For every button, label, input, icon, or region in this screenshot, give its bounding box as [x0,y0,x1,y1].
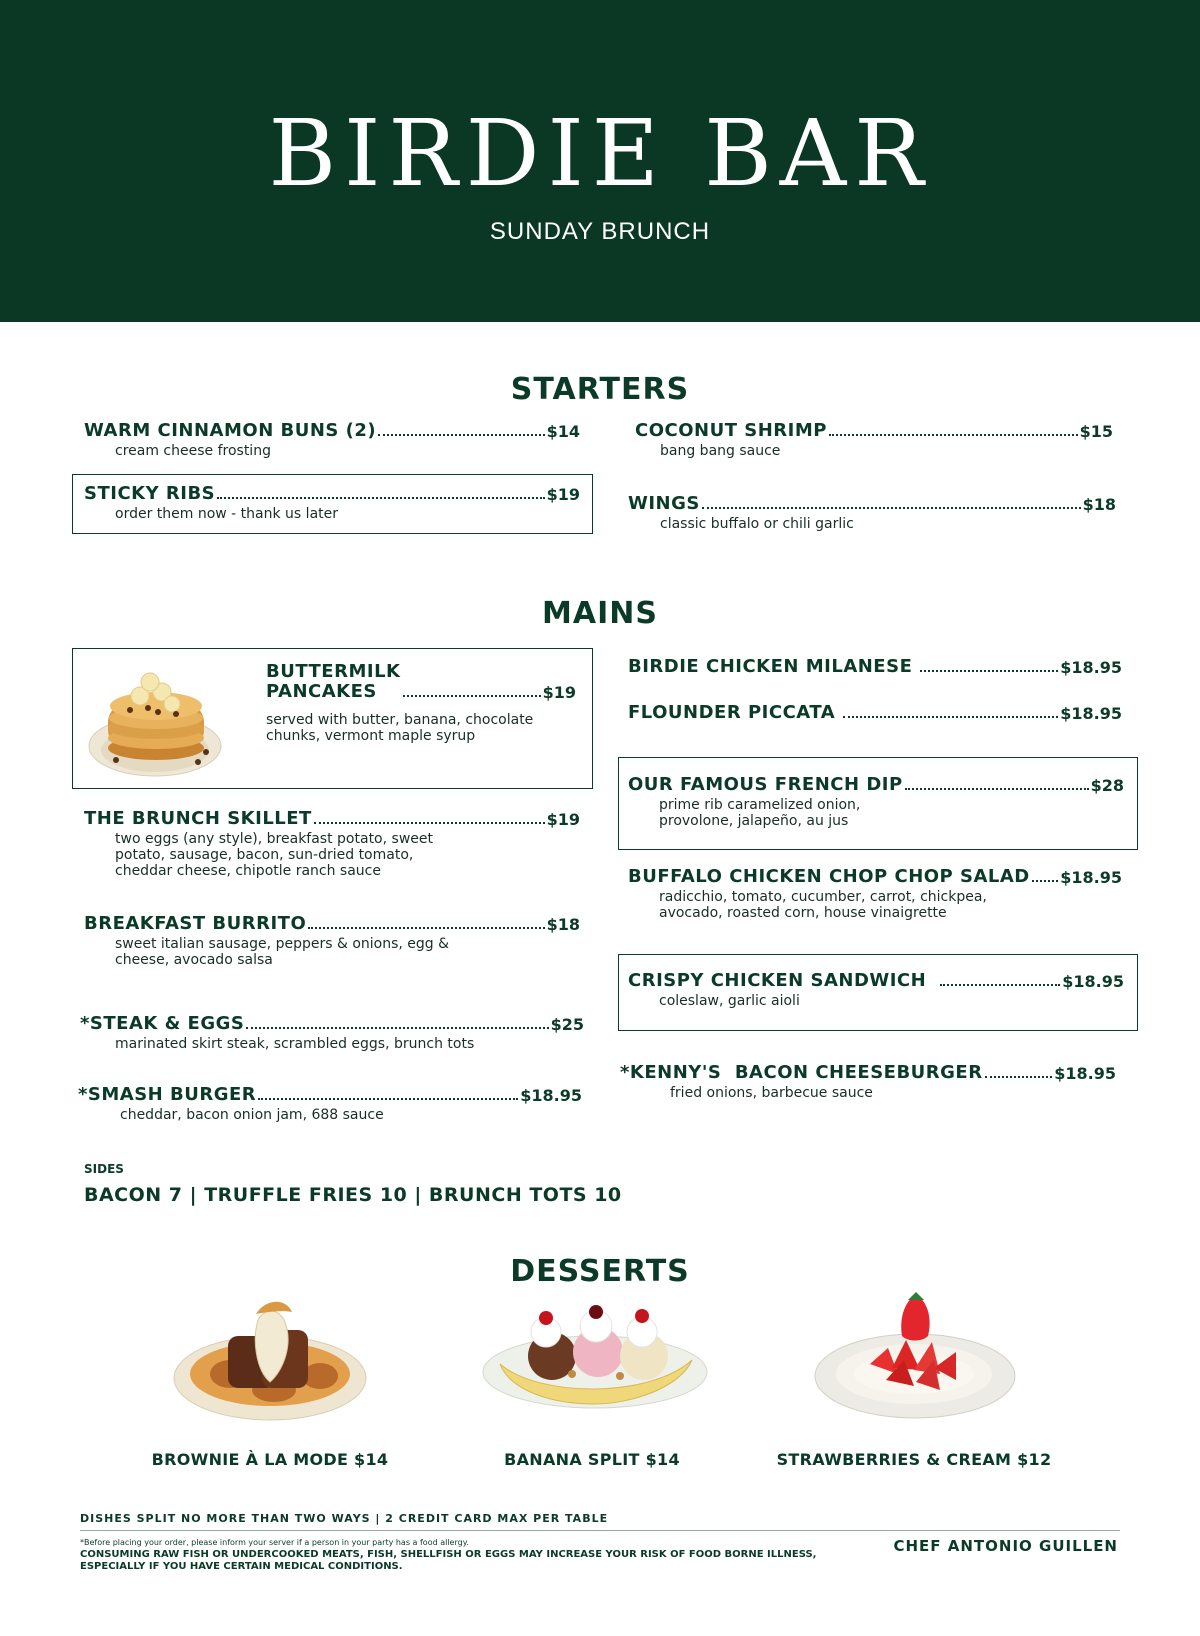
menu-item-smash-burger [78,1084,582,1123]
item-price: $15 [1079,422,1113,441]
item-name: OUR FAMOUS FRENCH DIP [628,774,903,795]
menu-subtitle: SUNDAY BRUNCH [489,218,711,245]
menu-item-cinnamon-buns [84,420,580,459]
menu-item-coconut-shrimp [635,420,1113,459]
item-description: prime rib caramelized onion, provolone, jalapeño, au jus [659,797,861,829]
mains-heading: MAINS [542,596,658,631]
dessert-brownie-label: BROWNIE À LA MODE $14 [151,1450,389,1469]
item-description: cream cheese frosting [115,443,271,459]
menu-item-wings [628,493,1116,532]
item-name: *SMASH BURGER [78,1084,257,1105]
sides-label: SIDES [84,1162,124,1176]
menu-item-chicken-milanese [628,656,1122,677]
banana-split-icon [480,1292,710,1430]
item-price: $19 [546,485,580,504]
item-name: BUTTERMILK PANCAKES [266,661,401,702]
item-description: cheddar, bacon onion jam, 688 sauce [120,1107,384,1123]
pancakes-icon [80,652,230,782]
menu-item-flounder-piccata [628,702,1122,723]
item-name: BIRDIE CHICKEN MILANESE [628,656,913,677]
item-description: classic buffalo or chili garlic [660,516,854,532]
starters-heading: STARTERS [510,372,690,407]
item-name: COCONUT SHRIMP [635,420,827,441]
item-price: $18.95 [1060,658,1122,677]
menu-item-brunch-skillet [84,808,580,879]
item-price: $18.95 [1054,1064,1116,1083]
item-name: WARM CINNAMON BUNS (2) [84,420,377,441]
item-description: sweet italian sausage, peppers & onions, egg & cheese, avocado salsa [115,936,450,968]
item-description: order them now - thank us later [115,506,339,522]
chef-credit: CHEF ANTONIO GUILLEN [893,1537,1118,1555]
dessert-strawberries-label: STRAWBERRIES & CREAM $12 [776,1450,1052,1469]
item-name: BUFFALO CHICKEN CHOP CHOP SALAD [628,866,1030,887]
allergy-disclaimer [80,1537,816,1573]
item-name: *KENNY'S BACON CHEESEBURGER [620,1062,983,1083]
menu-item-french-dip [628,774,1124,829]
item-description: coleslaw, garlic aioli [659,993,800,1009]
item-price: $18.95 [1062,972,1124,991]
strawberries-icon [810,1290,1020,1430]
item-name: *STEAK & EGGS [80,1013,245,1034]
item-price: $18.95 [520,1086,582,1105]
item-price: $18.95 [1060,868,1122,887]
consumption-warning-2: ESPECIALLY IF YOU HAVE CERTAIN MEDICAL CONDITIONS. [80,1561,403,1572]
brownie-icon [170,1290,370,1430]
item-description: bang bang sauce [660,443,781,459]
item-price: $14 [546,422,580,441]
dessert-banana-split-label: BANANA SPLIT $14 [504,1450,680,1469]
item-description: two eggs (any style), breakfast potato, sweet potato, sausage, bacon, sun-dried tomato, cheddar cheese, chipotle ranch sauce [115,831,433,879]
menu-item-steak-and-eggs [80,1013,584,1052]
item-name: FLOUNDER PICCATA [628,702,836,723]
menu-item-chop-chop-salad [628,866,1122,921]
desserts-heading: DESSERTS [510,1254,690,1289]
sides-list: BACON 7 | TRUFFLE FRIES 10 | BRUNCH TOTS 10 [84,1184,622,1206]
menu-item-sticky-ribs [84,483,580,522]
menu-item-breakfast-burrito [84,913,580,968]
item-price: $18.95 [1060,704,1122,723]
item-name: BREAKFAST BURRITO [84,913,307,934]
item-price: $18 [1082,495,1116,514]
item-name: THE BRUNCH SKILLET [84,808,312,829]
allergy-note: *Before placing your order, please inform your server if a person in your party has a food allergy. [80,1538,469,1547]
item-price: $19 [546,810,580,829]
menu-item-crispy-chicken-sandwich [628,970,1124,1009]
item-description: marinated skirt steak, scrambled eggs, brunch tots [115,1036,475,1052]
menu-item-kennys-cheeseburger [620,1062,1116,1101]
item-price: $19 [542,683,576,702]
menu-item-buttermilk-pancakes [266,662,576,744]
consumption-warning-1: CONSUMING RAW FISH OR UNDERCOOKED MEATS, FISH, SHELLFISH OR EGGS MAY INCREASE YOUR RISK OF FOOD BORNE ILLNESS, [80,1549,817,1560]
policy-note: DISHES SPLIT NO MORE THAN TWO WAYS | 2 CREDIT CARD MAX PER TABLE [80,1512,609,1525]
item-description: radicchio, tomato, cucumber, carrot, chickpea, avocado, roasted corn, house vinaigrette [659,889,987,921]
restaurant-title: BIRDIE BAR [268,100,932,207]
item-name: WINGS [628,493,700,514]
item-name: STICKY RIBS [84,483,216,504]
footer-divider [80,1530,1120,1531]
item-price: $18 [546,915,580,934]
item-description: served with butter, banana, chocolate chunks, vermont maple syrup [266,712,534,744]
item-price: $25 [550,1015,584,1034]
item-price: $28 [1090,776,1124,795]
item-name: CRISPY CHICKEN SANDWICH [628,970,927,991]
item-description: fried onions, barbecue sauce [670,1085,873,1101]
